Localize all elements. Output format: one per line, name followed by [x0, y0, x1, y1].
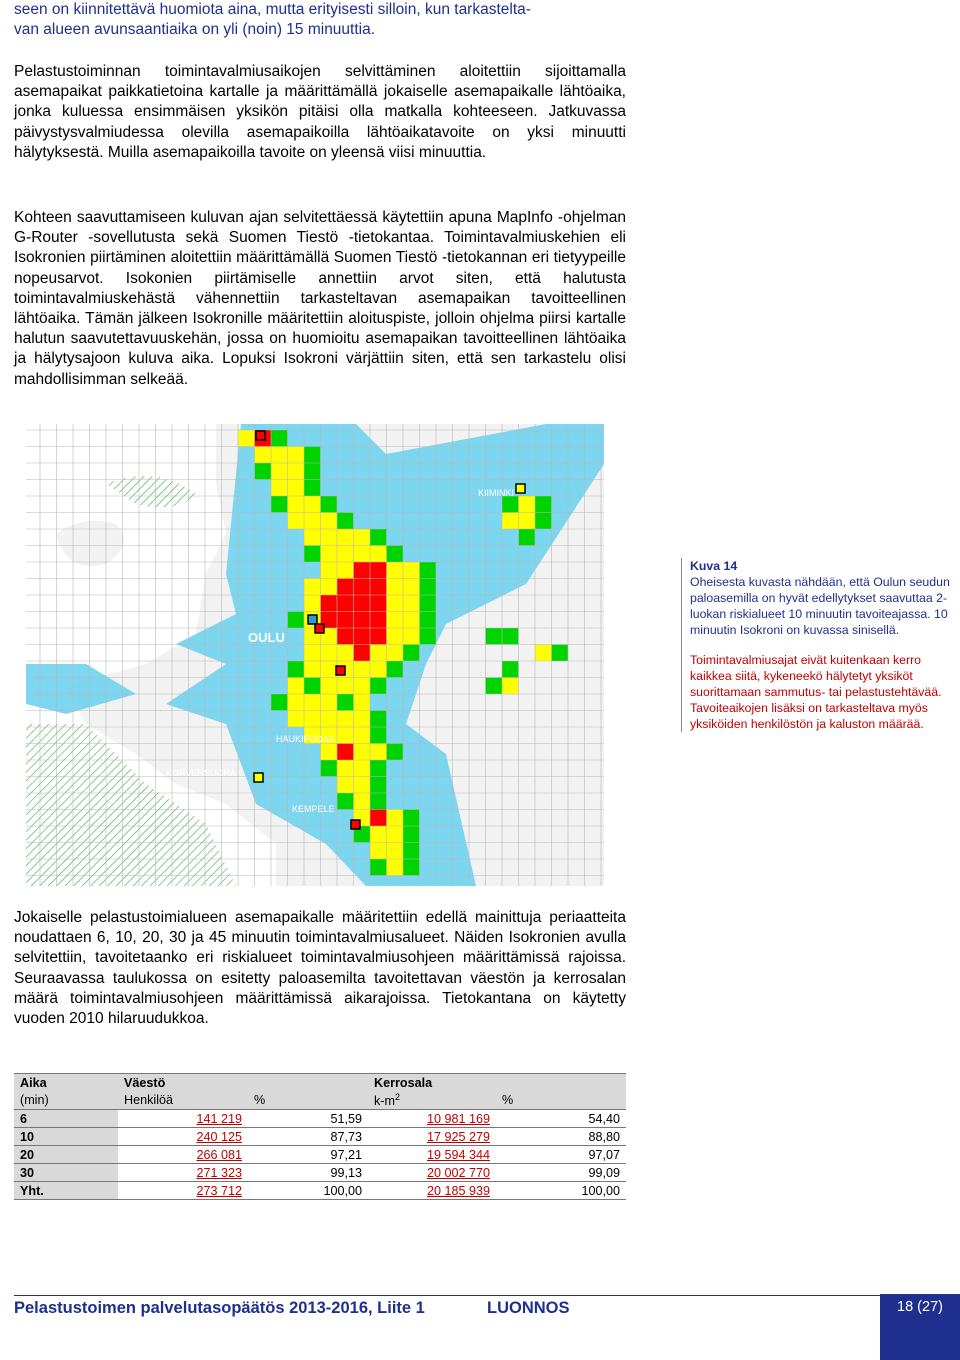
risk-cell	[321, 694, 338, 711]
cell-floor-area: 20 002 770	[368, 1164, 496, 1182]
cell-percent: 99,09	[496, 1164, 626, 1182]
table-row	[14, 1146, 626, 1164]
cell-percent: 87,73	[248, 1128, 368, 1146]
fire-station-marker	[336, 666, 345, 675]
page-footer	[0, 1290, 960, 1360]
risk-cell	[420, 595, 437, 612]
risk-cell	[337, 546, 354, 563]
risk-cell	[387, 859, 404, 876]
table-subheader-row	[14, 1091, 626, 1110]
header-floor-area: $k-m^2$	[368, 1091, 496, 1110]
cell-floor-area: 10 981 169	[368, 1110, 496, 1128]
footer-divider	[14, 1295, 880, 1296]
risk-cell	[337, 612, 354, 629]
cell-percent: 97,07	[496, 1146, 626, 1164]
risk-cell	[288, 463, 305, 480]
header-percent: %	[248, 1091, 368, 1110]
risk-cell	[337, 579, 354, 596]
fire-station-marker	[516, 484, 525, 493]
risk-cell	[304, 678, 321, 695]
risk-cell	[519, 513, 536, 530]
risk-cell	[337, 595, 354, 612]
risk-cell	[354, 612, 371, 629]
risk-cell	[403, 579, 420, 596]
risk-cell	[535, 645, 552, 662]
intro-paragraph	[14, 0, 626, 40]
cell-henkiloa: 240 125	[118, 1128, 248, 1146]
risk-cell	[304, 661, 321, 678]
risk-cell	[337, 793, 354, 810]
figure-caption	[681, 558, 958, 732]
cell-henkiloa: 273 712	[118, 1182, 248, 1200]
risk-cell	[271, 463, 288, 480]
risk-cell	[337, 744, 354, 761]
risk-cell	[420, 628, 437, 645]
header-vaesto: Väestö	[118, 1074, 368, 1092]
cell-percent: 51,59	[248, 1110, 368, 1128]
risk-cell	[502, 496, 519, 513]
risk-cell	[370, 678, 387, 695]
risk-cell	[288, 678, 305, 695]
risk-cell	[354, 661, 371, 678]
page-number: 18 (27)	[880, 1294, 960, 1360]
risk-cell	[337, 694, 354, 711]
risk-cell	[337, 529, 354, 546]
risk-cell	[321, 744, 338, 761]
risk-cell	[403, 562, 420, 579]
risk-cell	[337, 777, 354, 794]
risk-cell	[354, 694, 371, 711]
risk-cell	[354, 777, 371, 794]
header-percent: %	[496, 1091, 626, 1110]
caption-note: Toimintavalmiusajat eivät kuitenkaan kerro kaikkea siitä, kykeneekö hälytetyt yksiköt suorittamaan sammutus- tai pelastustehtävää. Tavoiteaikojen lisäksi on tarkasteltava myös yksiköiden henkilöstön ja kaluston määrää.	[690, 653, 942, 731]
cell-percent: 97,21	[248, 1146, 368, 1164]
risk-cell	[370, 595, 387, 612]
risk-cell	[403, 843, 420, 860]
risk-cell	[370, 843, 387, 860]
risk-cell	[304, 529, 321, 546]
risk-cell	[288, 513, 305, 530]
risk-cell	[387, 843, 404, 860]
isochrone-map	[26, 424, 604, 886]
footer-draft-label: LUONNOS	[487, 1299, 570, 1317]
risk-cell	[321, 513, 338, 530]
risk-cell	[370, 645, 387, 662]
risk-cell	[321, 661, 338, 678]
risk-cell	[370, 711, 387, 728]
table-header-row	[14, 1074, 626, 1092]
cell-percent: 99,13	[248, 1164, 368, 1182]
risk-cell	[370, 859, 387, 876]
risk-cell	[288, 447, 305, 464]
header-aika: Aika	[14, 1074, 118, 1092]
risk-cell	[387, 645, 404, 662]
fire-station-marker	[308, 615, 317, 624]
risk-cell	[304, 463, 321, 480]
risk-cell	[354, 727, 371, 744]
risk-cell	[354, 546, 371, 563]
risk-cell	[552, 645, 569, 662]
risk-cell	[502, 513, 519, 530]
paragraph-start-times: Pelastustoiminnan toimintavalmiusaikojen selvittäminen aloitettiin sijoittamalla asemapaikat paikkatietoina kartalle ja määrittämällä jokaiselle asemapaikalle lähtöaika, jonka kuluessa ensimmäisen yksikön pitäisi olla matkalla kohteeseen. Jatkuvassa päivystysvalmiudessa olevilla asemapaikoilla lähtöaikatavoite on yksi minuutti hälytyksestä. Muilla asemapaikoilla tavoite on yleensä viisi minuuttia.	[14, 63, 626, 161]
risk-cell	[354, 645, 371, 662]
risk-cell	[370, 628, 387, 645]
coverage-table	[14, 1073, 626, 1200]
cell-henkiloa: 271 323	[118, 1164, 248, 1182]
risk-cell	[354, 678, 371, 695]
risk-cell	[354, 579, 371, 596]
risk-cell	[387, 826, 404, 843]
risk-cell	[238, 430, 255, 447]
risk-cell	[337, 645, 354, 662]
fire-station-marker	[254, 773, 263, 782]
risk-cell	[370, 612, 387, 629]
risk-cell	[304, 694, 321, 711]
risk-cell	[535, 496, 552, 513]
cell-percent: 100,00	[248, 1182, 368, 1200]
risk-cell	[387, 810, 404, 827]
risk-cell	[288, 612, 305, 629]
header-min: (min)	[14, 1091, 118, 1110]
risk-cell	[304, 513, 321, 530]
risk-cell	[271, 430, 288, 447]
risk-cell	[321, 579, 338, 596]
risk-cell	[321, 760, 338, 777]
risk-cell	[370, 777, 387, 794]
risk-cell	[304, 595, 321, 612]
risk-cell	[387, 612, 404, 629]
risk-cell	[288, 496, 305, 513]
risk-cell	[304, 546, 321, 563]
risk-cell	[304, 496, 321, 513]
intro-line: van alueen avunsaantiaika on yli (noin) 15 minuuttia.	[14, 21, 376, 39]
map-figure	[26, 424, 604, 886]
risk-cell	[304, 711, 321, 728]
paragraph-isochrones: Kohteen saavuttamiseen kuluvan ajan selvitettäessä käytettiin apuna MapInfo -ohjelman G-Router -sovellutusta sekä Suomen Tiestö -tietokantaa. Toimintavalmiuskehien eli Isokronien piirtäminen aloitettiin määrittämällä Suomen Tiestö -tietokannan eri tietyypeille nopeusarvot. Isokonien piirtämiselle annettiin arvot siten, että halutusta toimintavalmiuskehästä vähennettiin tarkasteltavan asemapaikan tavoitteellinen lähtöaika. Tämän jälkeen Isokronille määritettiin aloituspiste, jolloin ohjelma piirsi kartalle halutun saavutettavuuskehän, jossa on huomioitu asemapaikan tavoitteellinen lähtöaika ja hälytysajoon kuluva aika. Lopuksi Isokroni värjättiin siten, että sen tarkastelu olisi mahdollisimman selkeää.	[14, 209, 626, 388]
header-kerrosala: Kerrosala	[368, 1074, 626, 1092]
risk-cell	[354, 562, 371, 579]
header-henkiloa: Henkilöä	[118, 1091, 248, 1110]
risk-cell	[255, 463, 272, 480]
risk-cell	[486, 678, 503, 695]
risk-cell	[387, 562, 404, 579]
cell-floor-area: 20 185 939	[368, 1182, 496, 1200]
cell-henkiloa: 141 219	[118, 1110, 248, 1128]
risk-cell	[502, 628, 519, 645]
risk-cell	[519, 496, 536, 513]
risk-cell	[486, 628, 503, 645]
risk-cell	[304, 579, 321, 596]
risk-cell	[370, 744, 387, 761]
risk-cell	[370, 562, 387, 579]
risk-cell	[403, 595, 420, 612]
risk-cell	[354, 760, 371, 777]
risk-cell	[321, 645, 338, 662]
cell-percent: 88,80	[496, 1128, 626, 1146]
risk-cell	[387, 661, 404, 678]
risk-cell	[321, 711, 338, 728]
risk-cell	[370, 661, 387, 678]
map-label-city: OULU	[248, 630, 285, 645]
risk-cell	[387, 595, 404, 612]
risk-cell	[255, 447, 272, 464]
risk-cell	[354, 628, 371, 645]
map-label-district: KORVENSUORA	[166, 768, 236, 778]
risk-cell	[403, 826, 420, 843]
risk-cell	[370, 810, 387, 827]
table-row-total	[14, 1182, 626, 1200]
risk-cell	[304, 645, 321, 662]
risk-cell	[321, 678, 338, 695]
risk-cell	[304, 480, 321, 497]
caption-text: Oheisesta kuvasta nähdään, että Oulun seudun paloasemilla on hyvät edellytykset saavuttaa 2-luokan riskialueet 10 minuutin tavoiteajassa. 10 minuutin Isokroni on kuvassa sinisellä.	[690, 575, 950, 637]
risk-cell	[370, 760, 387, 777]
risk-cell	[519, 529, 536, 546]
risk-cell	[321, 529, 338, 546]
risk-cell	[321, 562, 338, 579]
risk-cell	[370, 579, 387, 596]
risk-cell	[370, 546, 387, 563]
cell-percent: 54,40	[496, 1110, 626, 1128]
risk-cell	[337, 513, 354, 530]
fire-station-marker	[315, 624, 324, 633]
map-label-district: KEMPELE	[292, 804, 335, 814]
risk-cell	[304, 447, 321, 464]
risk-cell	[535, 513, 552, 530]
risk-cell	[370, 793, 387, 810]
risk-cell	[420, 612, 437, 629]
fire-station-marker	[256, 431, 265, 440]
cell-aika: Yht.	[14, 1182, 118, 1200]
risk-cell	[337, 562, 354, 579]
risk-cell	[370, 529, 387, 546]
risk-cell	[337, 678, 354, 695]
risk-cell	[370, 826, 387, 843]
risk-cell	[271, 496, 288, 513]
risk-cell	[288, 711, 305, 728]
table-row	[14, 1164, 626, 1182]
risk-cell	[288, 661, 305, 678]
risk-cell	[321, 546, 338, 563]
risk-cell	[271, 694, 288, 711]
risk-cell	[271, 480, 288, 497]
cell-floor-area: 19 594 344	[368, 1146, 496, 1164]
risk-cell	[403, 645, 420, 662]
intro-line: seen on kiinnitettävä huomiota aina, mutta erityisesti silloin, kun tarkastelta-	[14, 1, 531, 18]
risk-cell	[420, 562, 437, 579]
risk-cell	[321, 496, 338, 513]
map-label-district: HAUKIPUDAS	[276, 734, 335, 744]
risk-cell	[403, 810, 420, 827]
risk-cell	[271, 447, 288, 464]
risk-cell	[403, 859, 420, 876]
risk-cell	[354, 744, 371, 761]
cell-aika: 6	[14, 1110, 118, 1128]
risk-cell	[387, 628, 404, 645]
risk-cell	[370, 727, 387, 744]
map-label-district: KIIMINKI	[478, 488, 515, 498]
risk-cell	[387, 579, 404, 596]
paragraph-table-intro: Jokaiselle pelastustoimialueen asemapaikalle määritettiin edellä mainittuja periaatteita noudattaen 6, 10, 20, 30 ja 45 minuutin toimintavalmiusalueet. Näiden Isokronien avulla selvitettiin, tavoitetaanko eri riskialueet toimintavalmiusohjeen määrittämissä rajoissa. Seuraavassa taulukossa on esitetty paloasemilta tavoitettavan väestön ja kerrosalan määrä toimintavalmiusohjeen määrittämissä aikarajoissa. Tietokantana on käytetty vuoden 2010 hilaruudukkoa.	[14, 909, 626, 1028]
cell-floor-area: 17 925 279	[368, 1128, 496, 1146]
risk-cell	[354, 793, 371, 810]
caption-title: Kuva 14	[690, 559, 738, 573]
cell-aika: 30	[14, 1164, 118, 1182]
cell-percent: 100,00	[496, 1182, 626, 1200]
risk-cell	[403, 612, 420, 629]
risk-cell	[354, 529, 371, 546]
risk-cell	[337, 711, 354, 728]
risk-cell	[387, 744, 404, 761]
cell-aika: 10	[14, 1128, 118, 1146]
risk-cell	[321, 595, 338, 612]
risk-cell	[420, 579, 437, 596]
risk-cell	[354, 711, 371, 728]
risk-cell	[288, 694, 305, 711]
risk-cell	[288, 480, 305, 497]
table-row	[14, 1110, 626, 1128]
table-row	[14, 1128, 626, 1146]
risk-cell	[337, 628, 354, 645]
risk-cell	[403, 628, 420, 645]
risk-cell	[337, 760, 354, 777]
fire-station-marker	[351, 820, 360, 829]
risk-cell	[502, 661, 519, 678]
risk-cell	[354, 595, 371, 612]
risk-cell	[502, 678, 519, 695]
risk-cell	[387, 546, 404, 563]
cell-aika: 20	[14, 1146, 118, 1164]
cell-henkiloa: 266 081	[118, 1146, 248, 1164]
risk-cell	[337, 727, 354, 744]
footer-title: Pelastustoimen palvelutasopäätös 2013-2016, Liite 1	[14, 1299, 425, 1317]
